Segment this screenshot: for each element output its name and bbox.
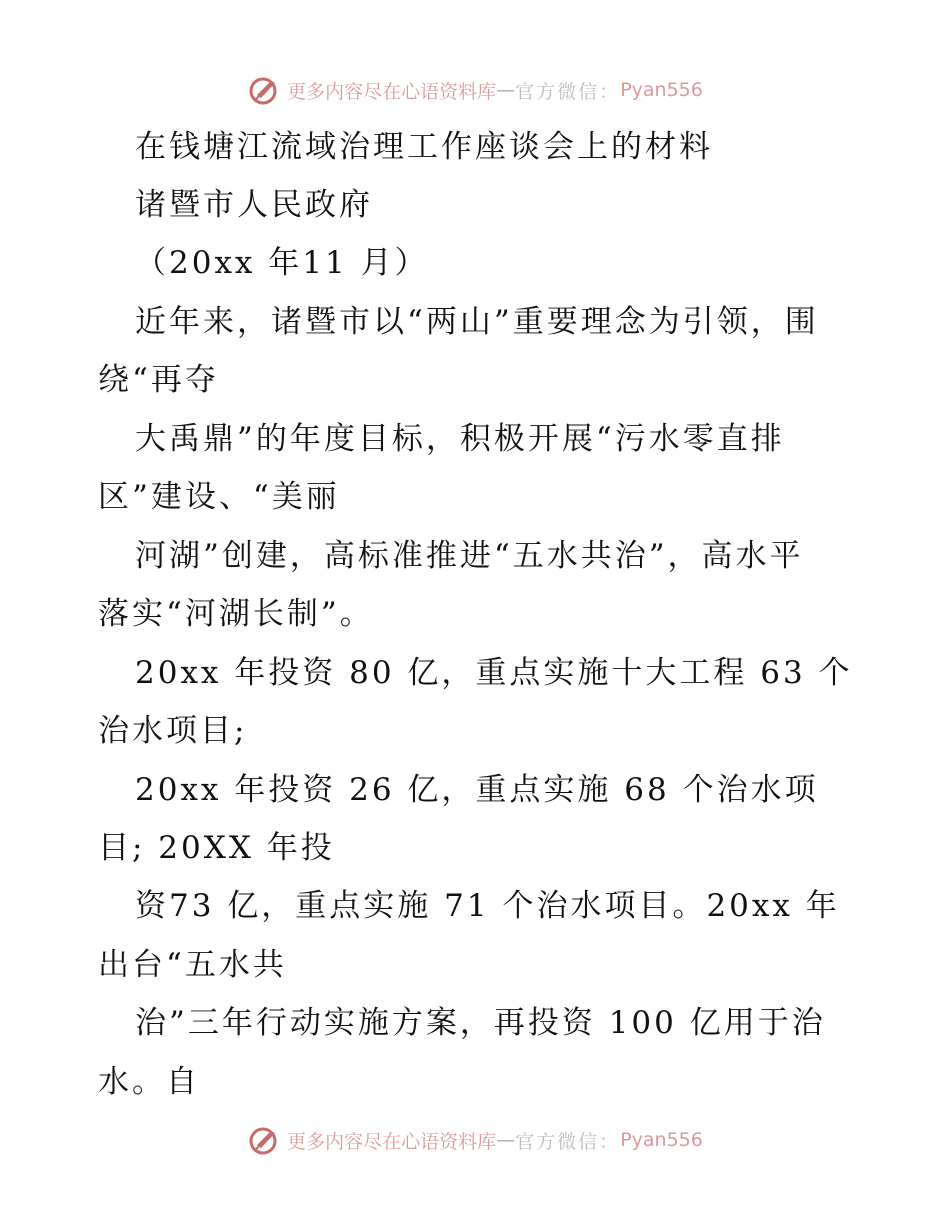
watermark-separator: —: [496, 1129, 516, 1151]
document-title: 在钱塘江流域治理工作座谈会上的材料: [135, 129, 713, 165]
paragraph-line: 治水项目;: [98, 713, 248, 749]
watermark-wechat-id: Pyan556: [620, 1129, 703, 1151]
watermark-main-text: 更多内容尽在心语资料库: [287, 1130, 497, 1153]
watermark-wechat-id: Pyan556: [620, 79, 703, 101]
pen-logo-icon: [247, 73, 281, 107]
watermark-official-text: 官方微信：: [515, 80, 621, 103]
paragraph-line: 水。自: [98, 1064, 200, 1100]
document-issuer: 诸暨市人民政府: [135, 187, 373, 223]
paragraph-line: 绕“再夺: [98, 362, 219, 398]
paragraph-line: 大禹鼎”的年度目标，积极开展“污水零直排: [135, 421, 785, 457]
paragraph-line: 近年来，诸暨市以“两山”重要理念为引领，围: [135, 304, 819, 340]
paragraph-line: 目; 20XX 年投: [98, 830, 335, 866]
watermark-official-text: 官方微信：: [515, 1130, 621, 1153]
pen-logo-icon: [247, 1123, 281, 1157]
paragraph-line: 资73 亿，重点实施 71 个治水项目。20xx 年: [135, 888, 840, 924]
paragraph-line: 治”三年行动实施方案，再投资 100 亿用于治: [135, 1005, 826, 1041]
paragraph-line: 20xx 年投资 26 亿，重点实施 68 个治水项: [135, 772, 819, 808]
paragraph-line: 区”建设、“美丽: [98, 479, 340, 515]
paragraph-line: 出台“五水共: [98, 947, 287, 983]
paragraph-line: 20xx 年投资 80 亿，重点实施十大工程 63 个: [135, 655, 853, 691]
document-date: （20xx 年11 月）: [135, 245, 429, 281]
watermark-separator: —: [496, 79, 516, 101]
paragraph-line: 落实“河湖长制”。: [98, 596, 374, 632]
watermark-main-text: 更多内容尽在心语资料库: [287, 80, 497, 103]
header-watermark: [0, 70, 950, 110]
paragraph-line: 河湖”创建，高标准推进“五水共治”，高水平: [135, 538, 804, 574]
footer-watermark: [0, 1120, 950, 1160]
